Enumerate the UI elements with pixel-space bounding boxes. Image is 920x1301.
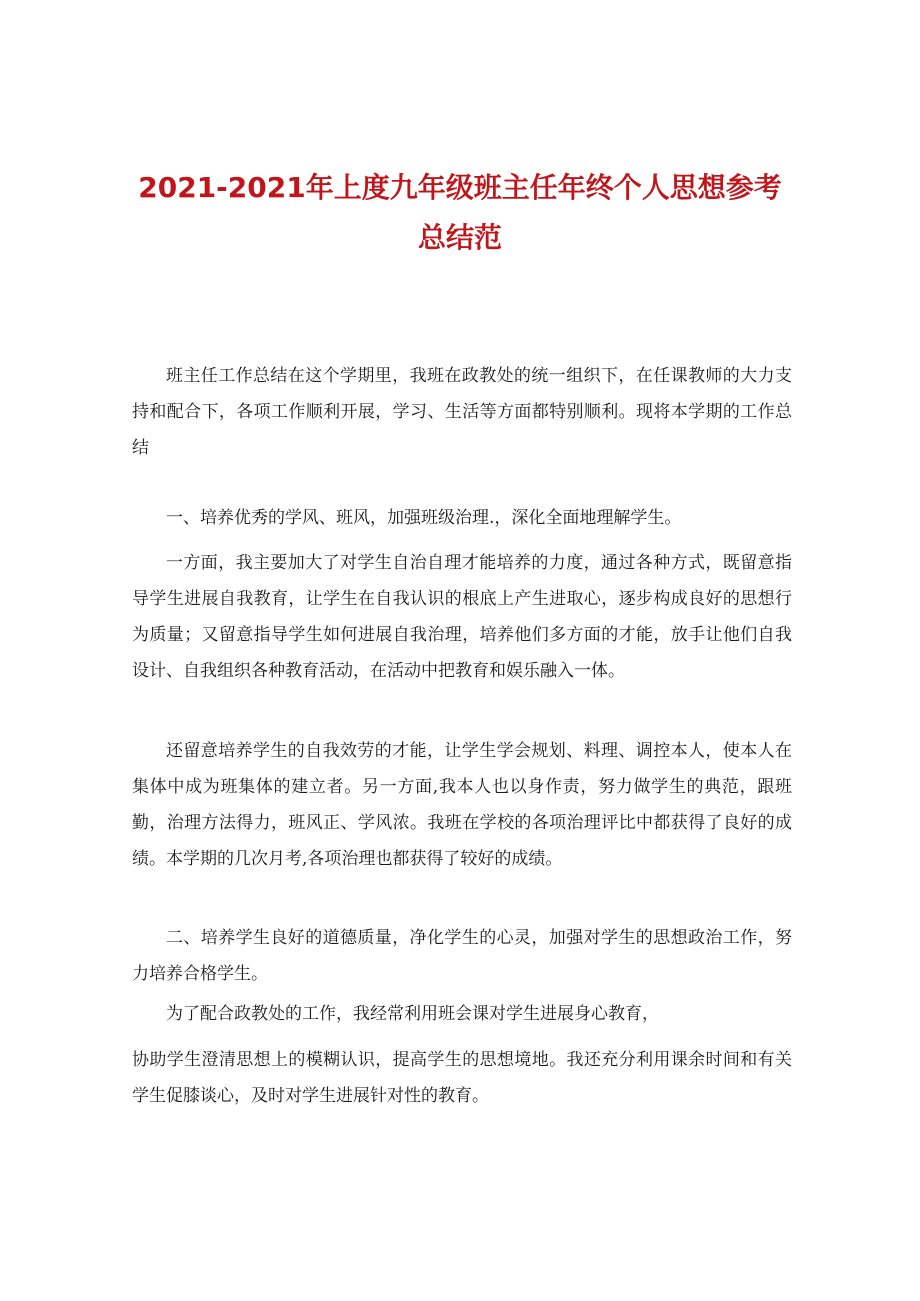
paragraph-body-3: 为了配合政教处的工作，我经常利用班会课对学生进展身心教育， (166, 1004, 659, 1024)
paragraph-body-1: 一方面，我主要加大了对学生自治自理才能培养的力度，通过各种方式，既留意指导学生进展自我教育，让学生在自我认识的根底上产生进取心，逐步构成良好的思想行为质量；又留意指导学生如何进展自我治理，培养他们多方面的才能，放手让他们自我设计、自我组织各种教育活动，在活动中把教育和娱乐融入一体。 (132, 553, 792, 681)
document-title-line-1: 2021-2021年上度九年级班主任年终个人思想参考 (138, 171, 782, 204)
paragraph-heading-1: 一、培养优秀的学风、班风，加强班级治理.，深化全面地理解学生。 (166, 508, 682, 528)
paragraph-intro: 班主任工作总结在这个学期里，我班在政教处的统一组织下，在任课教师的大力支持和配合下，各项工作顺利开展，学习、生活等方面都特别顺利。现将本学期的工作总结 (132, 366, 792, 458)
document-title-line-2: 总结范 (417, 221, 502, 254)
paragraph-body-4: 协助学生澄清思想上的模糊认识，提高学生的思想境地。我还充分利用课余时间和有关学生促膝谈心，及时对学生进展针对性的教育。 (132, 1050, 792, 1106)
paragraph-body-2: 还留意培养学生的自我效劳的才能，让学生学会规划、料理、调控本人，使本人在集体中成为班集体的建立者。另一方面,我本人也以身作责，努力做学生的典范，跟班勤，治理方法得力，班风正、学风浓。我班在学校的各项治理评比中都获得了良好的成绩。本学期的几次月考,各项治理也都获得了较好的成绩。 (132, 741, 792, 869)
paragraph-heading-2: 二、培养学生良好的道德质量，净化学生的心灵，加强对学生的思想政治工作，努力培养合格学生。 (132, 928, 792, 984)
